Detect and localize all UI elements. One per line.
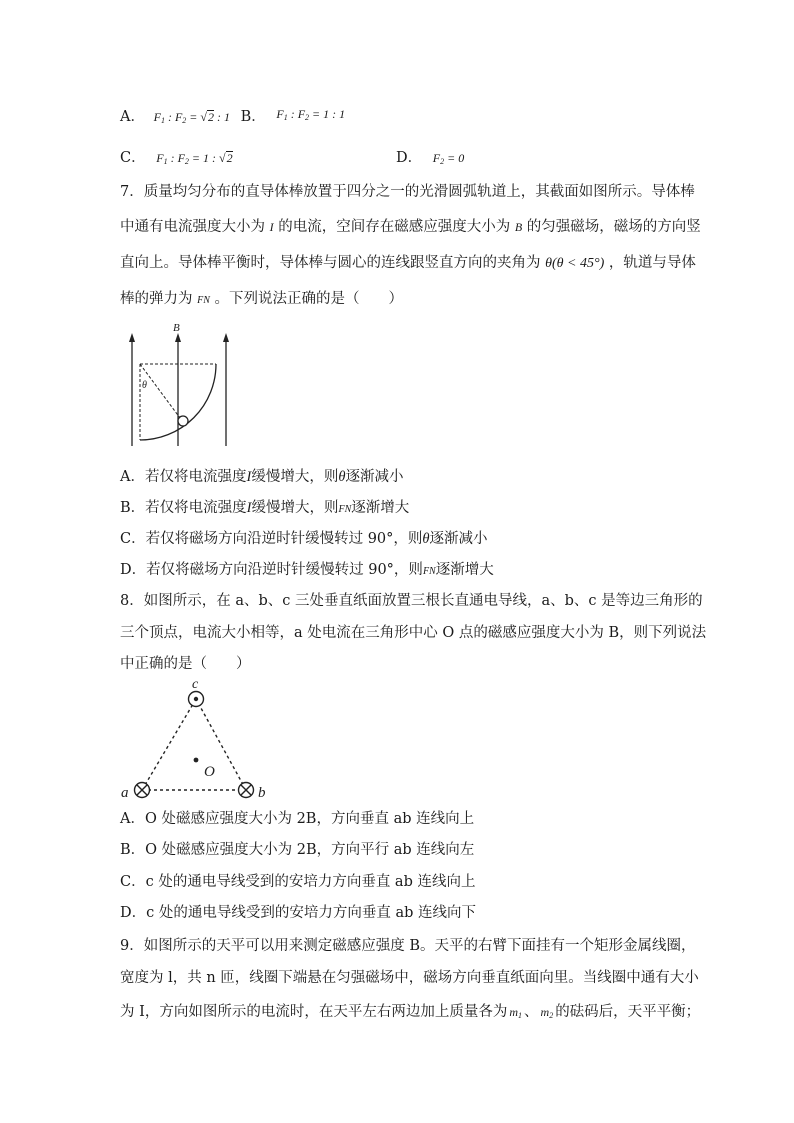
q7-line3-text-a: 直向上。导体棒平衡时，导体棒与圆心的连线跟竖直方向的夹角为 <box>120 255 541 271</box>
q7-var-i: I <box>269 220 274 234</box>
q9-mass-m1: $m_1$ <box>509 1005 523 1020</box>
triangle-side-ac <box>142 699 196 790</box>
q7-option-b-pre: B．若仅将电流强度 <box>120 500 247 516</box>
field-arrow-right <box>223 333 229 342</box>
q6-option-b-expr: F1 : F2 = 1 : 1 <box>276 107 346 122</box>
q9-stem-line-3 <box>120 1002 700 1026</box>
q6-option-c-row <box>120 148 233 172</box>
q7-option-a-var-theta: θ <box>338 469 346 485</box>
q6-option-b-label: B． <box>240 109 266 125</box>
q7-theta-condition: θ(θ < 45°) <box>545 256 605 271</box>
center-point-o <box>194 758 199 763</box>
label-a: a <box>121 785 129 801</box>
q7-stem-line-3 <box>120 253 696 274</box>
angle-label-theta: θ <box>142 380 147 391</box>
q7-figure <box>120 320 240 450</box>
field-arrow-left <box>129 333 135 342</box>
q7-option-a <box>120 467 403 487</box>
q7-line2-text-b: 的电流，空间存在磁感应强度大小为 <box>278 219 511 235</box>
label-c: c <box>192 677 199 692</box>
q9-line3-text-a: 为 I，方向如图所示的电流时，在天平左右两边加上质量各为 <box>120 1004 508 1020</box>
q7-option-b-var-fn: FN <box>338 504 352 515</box>
q6-option-c-expr: $F_1$ : $F_2 = 1$ : √2 <box>156 151 233 166</box>
q7-option-d-pre: D．若仅将磁场方向沿逆时针缓慢转过 90°，则 <box>120 562 423 578</box>
q8-figure <box>116 676 276 806</box>
q7-option-b-post: 逐渐增大 <box>351 500 410 516</box>
q9-line3-text-b: 的砝码后，天平平衡； <box>555 1004 701 1020</box>
field-label-b: B <box>173 322 180 334</box>
q7-option-c <box>120 529 488 549</box>
q6-option-d-row <box>396 148 464 172</box>
q7-option-a-post: 逐渐减小 <box>345 469 404 485</box>
q7-var-b: B <box>514 220 523 234</box>
q7-line2-text-c: 的匀强磁场，磁场的方向竖 <box>526 219 701 235</box>
q7-option-b <box>120 498 409 520</box>
label-b: b <box>258 785 266 801</box>
label-o: O <box>204 764 215 780</box>
q7-stem-line-1: 7．质量均匀分布的直导体棒放置于四分之一的光滑圆弧轨道上，其截面如图所示。导体棒 <box>120 184 695 200</box>
q8-stem-line-2: 三个顶点，电流大小相等，a 处电流在三角形中心 O 点的磁感应强度大小为 B，则下列说法 <box>120 625 707 641</box>
q7-option-a-pre: A．若仅将电流强度 <box>120 469 247 485</box>
q7-option-c-var-theta: θ <box>422 531 430 547</box>
q9-line3-sep: 、 <box>524 1004 539 1020</box>
q7-option-a-var-i: I <box>246 469 252 485</box>
q7-option-b-var-i: I <box>246 500 252 516</box>
field-arrow-center <box>175 333 181 342</box>
q8-option-b: B．O 处磁感应强度大小为 2B，方向平行 ab 连线向左 <box>120 842 475 858</box>
q6-option-a-label: A． <box>120 109 145 125</box>
q7-option-c-post: 逐渐减小 <box>429 531 488 547</box>
radius-to-rod-dashed <box>140 364 180 418</box>
q7-option-b-mid: 缓慢增大，则 <box>251 500 339 516</box>
q7-option-c-pre: C．若仅将磁场方向沿逆时针缓慢转过 90°，则 <box>120 531 423 547</box>
q9-stem-line-2: 宽度为 l，共 n 匝，线圈下端悬在匀强磁场中，磁场方向垂直纸面向里。当线圈中通有大小 <box>120 970 699 986</box>
out-of-page-dot <box>194 697 198 701</box>
q8-stem-line-1: 8．如图所示，在 a、b、c 三处垂直纸面放置三根长直通电导线，a、b、c 是等边三角形的 <box>120 593 703 609</box>
q6-option-a-expr: $F_1$ : $F_2 = √2$ : 1 <box>153 110 230 125</box>
q9-mass-m2: $m_2$ <box>540 1005 554 1020</box>
q9-stem-line-1: 9．如图所示的天平可以用来测定磁感应强度 B。天平的右臂下面挂有一个矩形金属线圈， <box>120 938 696 954</box>
q8-option-c: C．c 处的通电导线受到的安培力方向垂直 ab 连线向上 <box>120 874 476 890</box>
q7-option-d-post: 逐渐增大 <box>435 562 494 578</box>
q6-option-c-label: C． <box>120 150 146 166</box>
q7-stem-line-2 <box>120 217 701 237</box>
conductor-rod <box>178 416 188 426</box>
q7-line4-text-b: 。下列说法正确的是（ ） <box>214 291 403 307</box>
q7-line3-text-b: ，轨道与导体 <box>608 255 696 271</box>
q6-option-a-b-row <box>120 107 345 131</box>
q6-option-d-expr: $F_2 = 0$ <box>432 151 465 166</box>
q7-line4-text-a: 棒的弹力为 <box>120 291 193 307</box>
q7-var-fn: FN <box>197 295 210 306</box>
q6-option-d-label: D． <box>396 150 423 166</box>
q7-option-d-var-fn: FN <box>422 566 436 577</box>
q7-line2-text-a: 中通有电流强度大小为 <box>120 219 265 235</box>
q8-option-d: D．c 处的通电导线受到的安培力方向垂直 ab 连线向下 <box>120 905 476 921</box>
q8-stem-line-3: 中正确的是（ ） <box>120 656 251 672</box>
q8-option-a: A．O 处磁感应强度大小为 2B，方向垂直 ab 连线向上 <box>120 811 475 827</box>
q7-stem-line-4 <box>120 289 403 311</box>
q7-option-d <box>120 560 494 582</box>
q7-option-a-mid: 缓慢增大，则 <box>251 469 339 485</box>
